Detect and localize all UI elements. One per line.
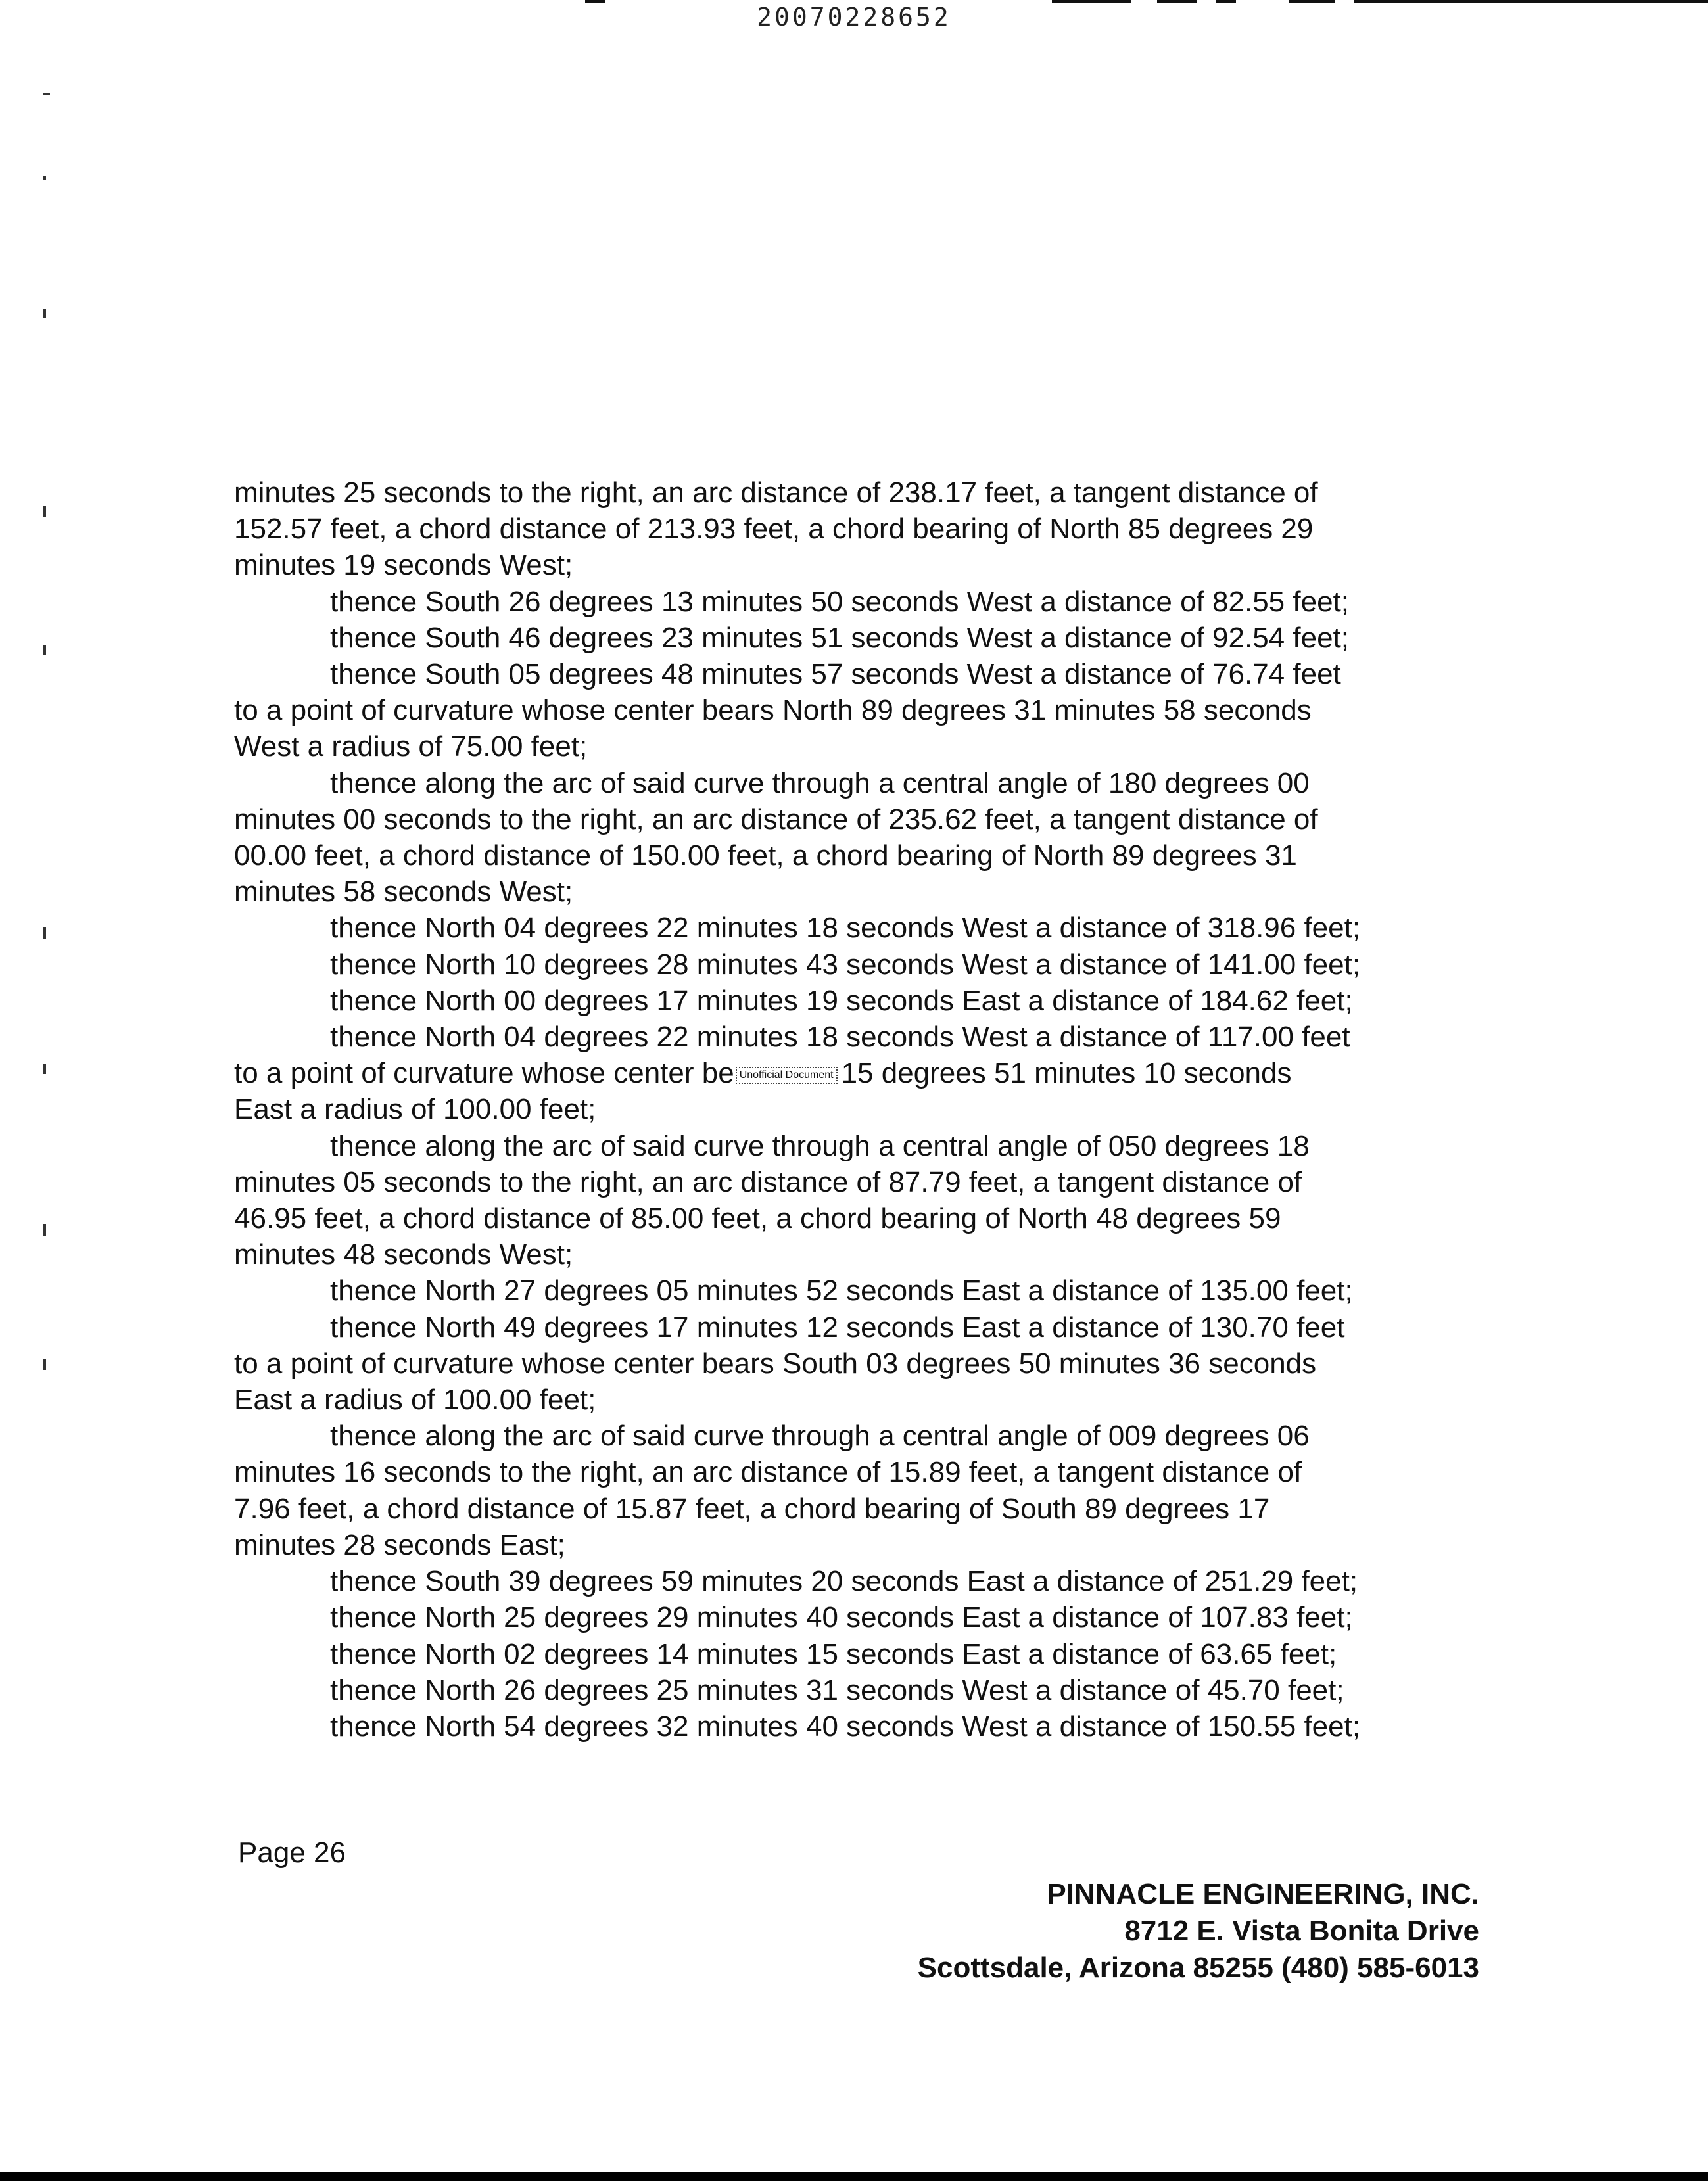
description-paragraph	[234, 1636, 1496, 1672]
text-line: minutes 19 seconds West;	[234, 549, 573, 582]
company-name: PINNACLE ENGINEERING, INC.	[1047, 1878, 1479, 1910]
text-line: minutes 16 seconds to the right, an arc distance of 15.89 feet, a tangent distance of	[234, 1456, 1302, 1489]
margin-mark	[43, 927, 46, 939]
text-line: thence North 04 degrees 22 minutes 18 seconds West a distance of 318.96 feet;	[330, 912, 1361, 945]
text-line: to a point of curvature whose center bears South 03 degrees 50 minutes 36 seconds	[234, 1347, 1317, 1380]
description-paragraph	[234, 620, 1496, 656]
text-line: minutes 58 seconds West;	[234, 876, 573, 908]
description-paragraph	[234, 1019, 1496, 1055]
description-paragraph	[234, 1273, 1496, 1309]
company-city-phone: Scottsdale, Arizona 85255 (480) 585-6013	[917, 1952, 1479, 1984]
text-line: thence South 39 degrees 59 minutes 20 seconds East a distance of 251.29 feet;	[330, 1565, 1358, 1598]
description-paragraph	[234, 1599, 1496, 1635]
text-line: West a radius of 75.00 feet;	[234, 730, 588, 763]
margin-mark	[43, 1224, 46, 1236]
text-line: 152.57 feet, a chord distance of 213.93 feet, a chord bearing of North 85 degrees 29	[234, 513, 1314, 546]
text-line: East a radius of 100.00 feet;	[234, 1093, 596, 1126]
text-line: thence North 26 degrees 25 minutes 31 seconds West a distance of 45.70 feet;	[330, 1674, 1344, 1706]
margin-mark	[43, 93, 50, 95]
text-line: thence South 46 degrees 23 minutes 51 seconds West a distance of 92.54 feet;	[330, 621, 1349, 654]
text-line: minutes 28 seconds East;	[234, 1528, 565, 1561]
text-line: thence South 05 degrees 48 minutes 57 seconds West a distance of 76.74 feet	[330, 658, 1341, 691]
margin-mark	[43, 1359, 46, 1370]
text-line: East a radius of 100.00 feet;	[234, 1384, 596, 1417]
text-line: thence North 00 degrees 17 minutes 19 seconds East a distance of 184.62 feet;	[330, 984, 1353, 1017]
text-line: thence North 02 degrees 14 minutes 15 seconds East a distance of 63.65 feet;	[330, 1637, 1337, 1670]
text-fragment: 15 degrees 51 minutes 10 seconds	[841, 1057, 1292, 1090]
scan-bottom-edge	[0, 2172, 1708, 2181]
company-address: 8712 E. Vista Bonita Drive	[1124, 1915, 1479, 1947]
description-paragraph	[234, 1708, 1496, 1745]
margin-mark	[43, 506, 46, 517]
margin-mark	[43, 1064, 46, 1074]
description-paragraph	[234, 584, 1496, 620]
text-line: thence along the arc of said curve through a central angle of 009 degrees 06	[330, 1420, 1310, 1453]
text-line: thence North 04 degrees 22 minutes 18 seconds West a distance of 117.00 feet	[330, 1021, 1350, 1054]
text-line: minutes 48 seconds West;	[234, 1238, 573, 1271]
description-paragraph	[234, 1128, 1496, 1273]
text-line: thence along the arc of said curve through a central angle of 180 degrees 00	[330, 766, 1310, 799]
text-line: to a point of curvature whose center bears North 89 degrees 31 minutes 58 seconds	[234, 694, 1312, 727]
text-line: minutes 25 seconds to the right, an arc distance of 238.17 feet, a tangent distance of	[234, 477, 1318, 509]
text-line: thence South 26 degrees 13 minutes 50 seconds West a distance of 82.55 feet;	[330, 585, 1349, 618]
text-line: minutes 00 seconds to the right, an arc distance of 235.62 feet, a tangent distance of	[234, 803, 1318, 835]
description-paragraph	[234, 1672, 1496, 1708]
description-paragraph	[234, 1563, 1496, 1599]
description-paragraph	[234, 1309, 1496, 1419]
text-line: thence North 54 degrees 32 minutes 40 seconds West a distance of 150.55 feet;	[330, 1710, 1361, 1743]
document-number: 20070228652	[757, 3, 951, 32]
text-line: 46.95 feet, a chord distance of 85.00 feet, a chord bearing of North 48 degrees 59	[234, 1202, 1281, 1235]
legal-description-body	[234, 475, 1496, 1745]
description-paragraph	[234, 1055, 1496, 1127]
text-fragment: to a point of curvature whose center be	[234, 1057, 734, 1090]
company-signature-block	[918, 1876, 1479, 1986]
margin-mark	[43, 176, 46, 180]
description-paragraph	[234, 656, 1496, 765]
text-line: 7.96 feet, a chord distance of 15.87 feet, a chord bearing of South 89 degrees 17	[234, 1492, 1270, 1525]
text-line: 00.00 feet, a chord distance of 150.00 feet, a chord bearing of North 89 degrees 31	[234, 839, 1297, 872]
text-line	[234, 1055, 1496, 1091]
text-line: minutes 05 seconds to the right, an arc distance of 87.79 feet, a tangent distance of	[234, 1165, 1302, 1198]
margin-mark	[43, 645, 46, 655]
description-paragraph	[234, 475, 1496, 584]
description-paragraph	[234, 1418, 1496, 1563]
margin-mark	[43, 309, 46, 318]
text-line: thence North 49 degrees 17 minutes 12 seconds East a distance of 130.70 feet	[330, 1311, 1345, 1344]
description-paragraph	[234, 947, 1496, 983]
description-paragraph	[234, 765, 1496, 910]
description-paragraph	[234, 983, 1496, 1019]
text-line: thence North 10 degrees 28 minutes 43 seconds West a distance of 141.00 feet;	[330, 948, 1361, 981]
description-paragraph	[234, 910, 1496, 946]
text-line: thence North 27 degrees 05 minutes 52 seconds East a distance of 135.00 feet;	[330, 1275, 1353, 1307]
text-line: thence along the arc of said curve through a central angle of 050 degrees 18	[330, 1129, 1310, 1162]
text-line: thence North 25 degrees 29 minutes 40 seconds East a distance of 107.83 feet;	[330, 1601, 1353, 1634]
page-number: Page 26	[238, 1837, 346, 1869]
unofficial-document-stamp: Unofficial Document	[736, 1067, 838, 1084]
